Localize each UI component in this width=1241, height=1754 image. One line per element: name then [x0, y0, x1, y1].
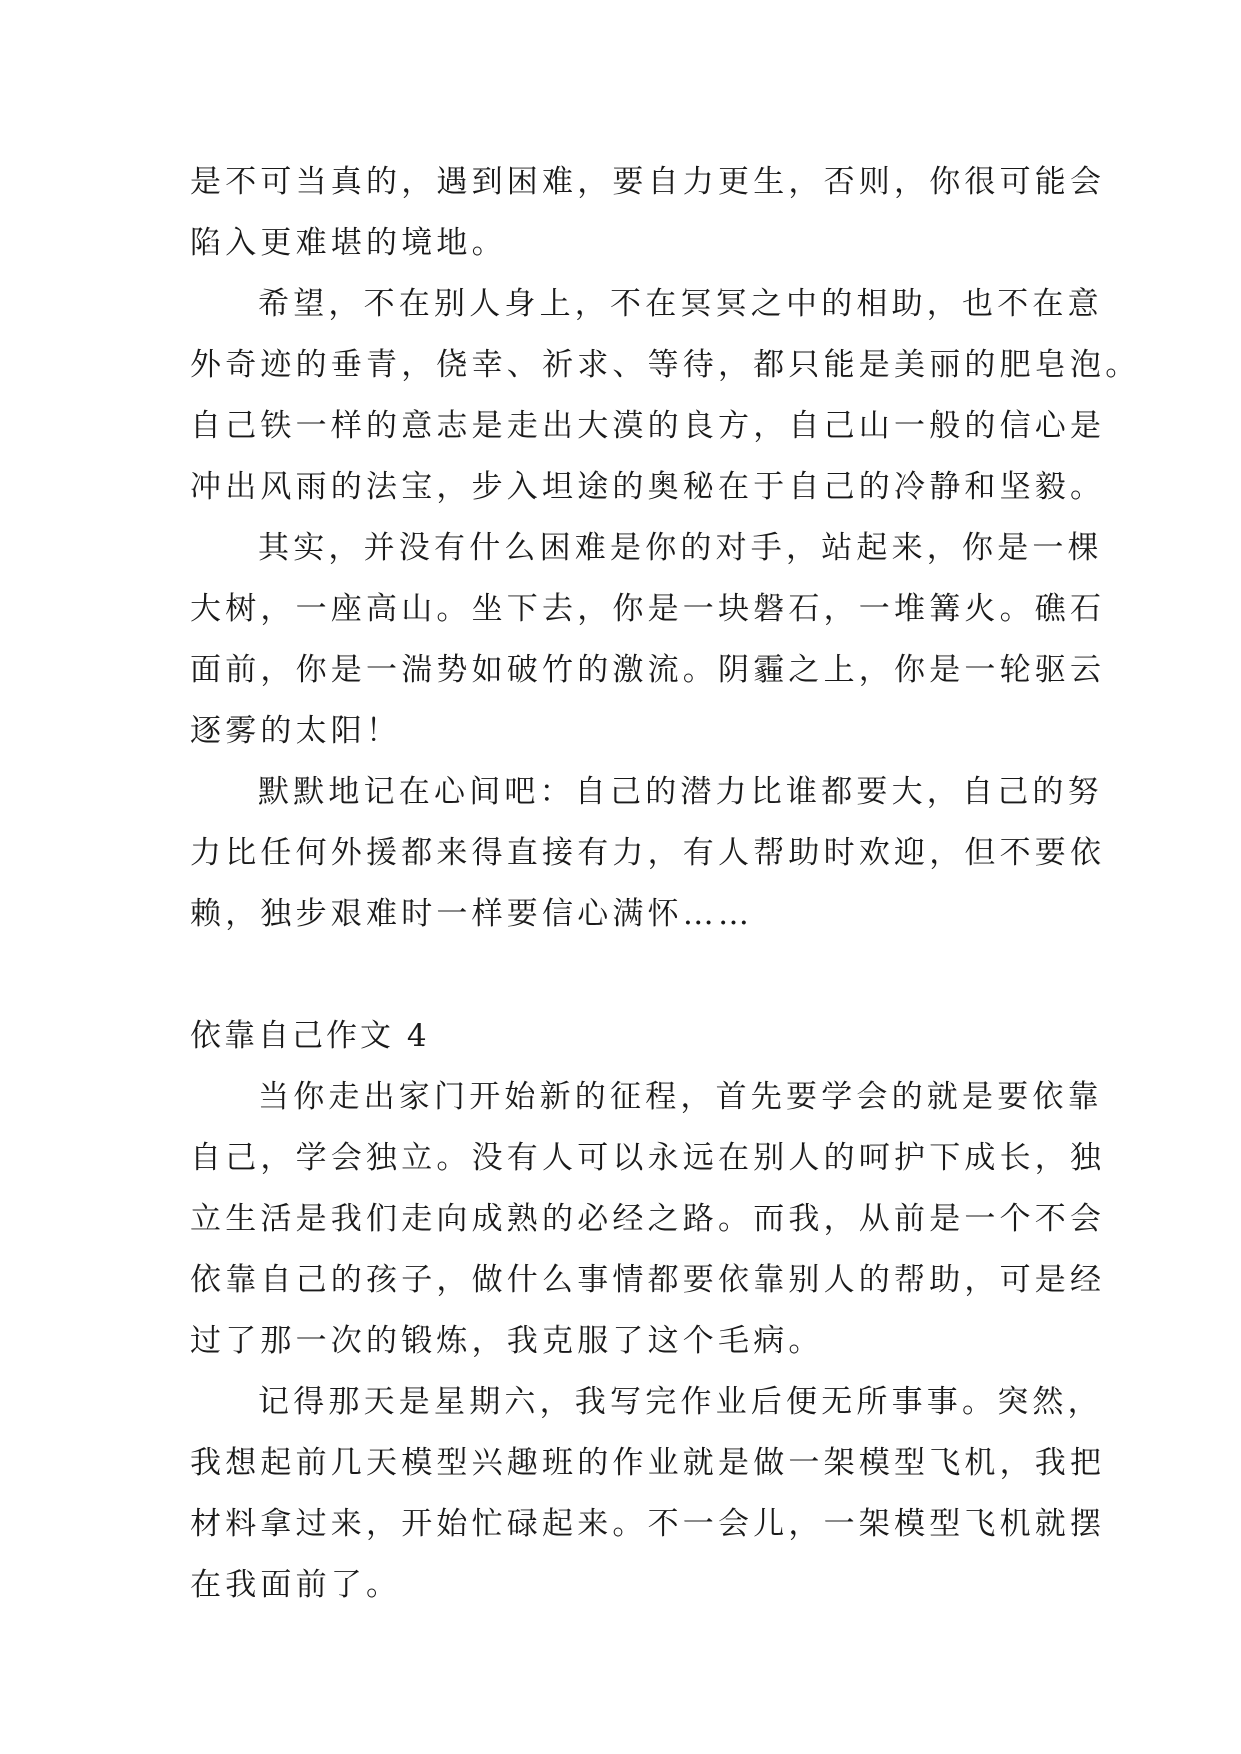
- paragraph-line: 陷入更难堪的境地。: [190, 225, 507, 261]
- paragraph-line: 在我面前了。: [190, 1567, 402, 1603]
- paragraph-line: 记得那天是星期六，我写完作业后便无所事事。突然，: [258, 1384, 1103, 1420]
- paragraph-line: 我想起前几天模型兴趣班的作业就是做一架模型飞机，我把: [190, 1445, 1106, 1481]
- paragraph-line: 希望，不在别人身上，不在冥冥之中的相助，也不在意: [258, 286, 1103, 322]
- paragraph-line: 自己铁一样的意志是走出大漠的良方，自己山一般的信心是: [190, 408, 1106, 444]
- paragraph-line: 默默地记在心间吧：自己的潜力比谁都要大，自己的努: [258, 774, 1103, 810]
- section-heading: 依靠自己作文 4: [190, 1018, 430, 1054]
- paragraph-line: 自己，学会独立。没有人可以永远在别人的呵护下成长，独: [190, 1140, 1106, 1176]
- paragraph-line: 冲出风雨的法宝，步入坦途的奥秘在于自己的冷静和坚毅。: [190, 469, 1106, 505]
- paragraph-line: 当你走出家门开始新的征程，首先要学会的就是要依靠: [258, 1079, 1103, 1115]
- paragraph-line: 立生活是我们走向成熟的必经之路。而我，从前是一个不会: [190, 1201, 1106, 1237]
- paragraph-line: 外奇迹的垂青，侥幸、祈求、等待，都只能是美丽的肥皂泡。: [190, 347, 1141, 383]
- paragraph-line: 逐雾的太阳！: [190, 713, 402, 749]
- paragraph-line: 大树，一座高山。坐下去，你是一块磐石，一堆篝火。礁石: [190, 591, 1106, 627]
- paragraph-line: 力比任何外援都来得直接有力，有人帮助时欢迎，但不要依: [190, 835, 1106, 871]
- paragraph-line: 依靠自己的孩子，做什么事情都要依靠别人的帮助，可是经: [190, 1262, 1106, 1298]
- paragraph-line: 材料拿过来，开始忙碌起来。不一会儿，一架模型飞机就摆: [190, 1506, 1106, 1542]
- paragraph-line: 是不可当真的，遇到困难，要自力更生，否则，你很可能会: [190, 164, 1106, 200]
- document-body: [190, 152, 1141, 1616]
- paragraph-line: 其实，并没有什么困难是你的对手，站起来，你是一棵: [258, 530, 1103, 566]
- paragraph-line: 赖，独步艰难时一样要信心满怀……: [190, 896, 754, 932]
- paragraph-line: 过了那一次的锻炼，我克服了这个毛病。: [190, 1323, 824, 1359]
- paragraph-line: 面前，你是一湍势如破竹的激流。阴霾之上，你是一轮驱云: [190, 652, 1106, 688]
